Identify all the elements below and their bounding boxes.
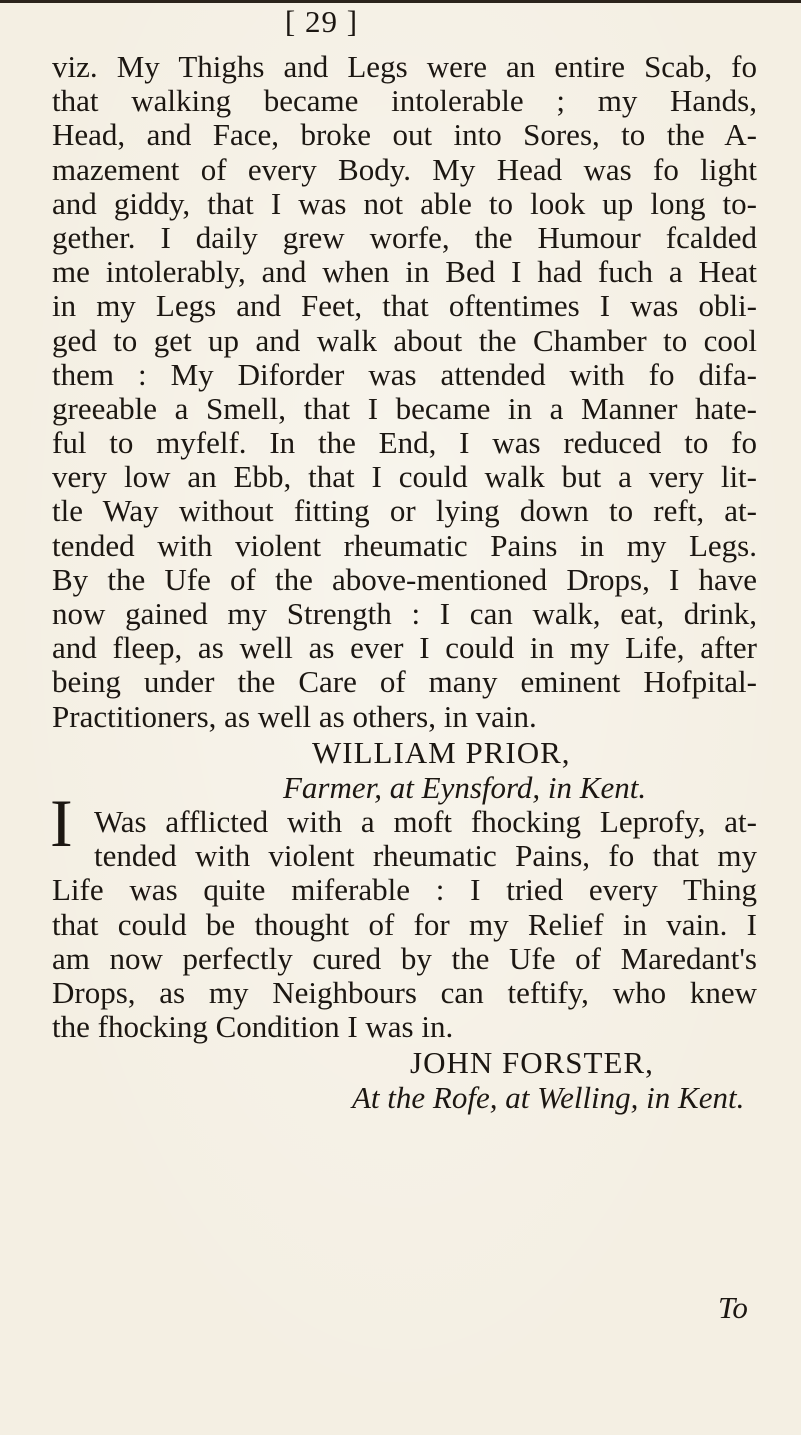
text-line: in my Legs and Feet, that oftentimes I was obli- bbox=[52, 288, 757, 324]
text-line: me intolerably, and when in Bed I had fuch a Heat bbox=[52, 254, 757, 290]
text-line: Was afflicted with a moft fhocking Leprofy, at- bbox=[94, 804, 757, 839]
text-line: By the Ufe of the above-mentioned Drops, I have bbox=[52, 561, 757, 597]
signature-william-prior: WILLIAM PRIOR, bbox=[312, 735, 571, 770]
text-line: very low an Ebb, that I could walk but a very lit- bbox=[52, 459, 757, 495]
signature-john-forster: JOHN FORSTER, bbox=[410, 1045, 654, 1080]
text-line: tended with violent rheumatic Pains, fo that my bbox=[94, 838, 757, 874]
text-line: now gained my Strength : I can walk, eat, drink, bbox=[52, 596, 757, 631]
text-line: mazement of every Body. My Head was fo light bbox=[52, 151, 757, 187]
text-line: ful to myfelf. In the End, I was reduced to fo bbox=[52, 425, 757, 461]
page-number: [ 29 ] bbox=[284, 4, 359, 39]
top-rule bbox=[0, 0, 801, 3]
text-line: Drops, as my Neighbours can teftify, who knew bbox=[52, 974, 757, 1010]
place-welling: At the Rofe, at Welling, in Kent. bbox=[352, 1080, 745, 1115]
text-line: that could be thought of for my Relief in vain. I bbox=[52, 906, 757, 942]
testimonial-prior-body bbox=[52, 50, 757, 734]
text-line: Practitioners, as well as others, in vain. bbox=[52, 698, 537, 734]
text-line: Life was quite miferable : I tried every Thing bbox=[52, 872, 757, 908]
place-eynsford: Farmer, at Eynsford, in Kent. bbox=[283, 770, 647, 805]
text-line: Head, and Face, broke out into Sores, to the A- bbox=[52, 117, 757, 153]
text-line: the fhocking Condition I was in. bbox=[52, 1009, 454, 1045]
text-line: ged to get up and walk about the Chamber to cool bbox=[52, 322, 757, 358]
text-line: viz. My Thighs and Legs were an entire Scab, fo bbox=[52, 49, 757, 84]
text-line: that walking became intolerable ; my Hands, bbox=[52, 83, 757, 119]
text-line: and fleep, as well as ever I could in my Life, after bbox=[52, 630, 757, 666]
text-line: being under the Care of many eminent Hofpital- bbox=[52, 664, 757, 700]
text-line: tended with violent rheumatic Pains in my Legs. bbox=[52, 527, 757, 563]
catchword: To bbox=[718, 1290, 748, 1325]
text-line: gether. I daily grew worfe, the Humour fcalded bbox=[52, 219, 757, 255]
text-line: am now perfectly cured by the Ufe of Maredant's bbox=[52, 940, 757, 976]
text-line: them : My Diforder was attended with fo difa- bbox=[52, 356, 757, 392]
drop-cap: I bbox=[50, 785, 73, 861]
text-line: and giddy, that I was not able to look up long to- bbox=[52, 185, 757, 221]
text-line: tle Way without fitting or lying down to reft, at- bbox=[52, 493, 757, 529]
testimonial-forster-body bbox=[52, 805, 757, 1044]
text-line: greeable a Smell, that I became in a Manner hate- bbox=[52, 390, 757, 426]
